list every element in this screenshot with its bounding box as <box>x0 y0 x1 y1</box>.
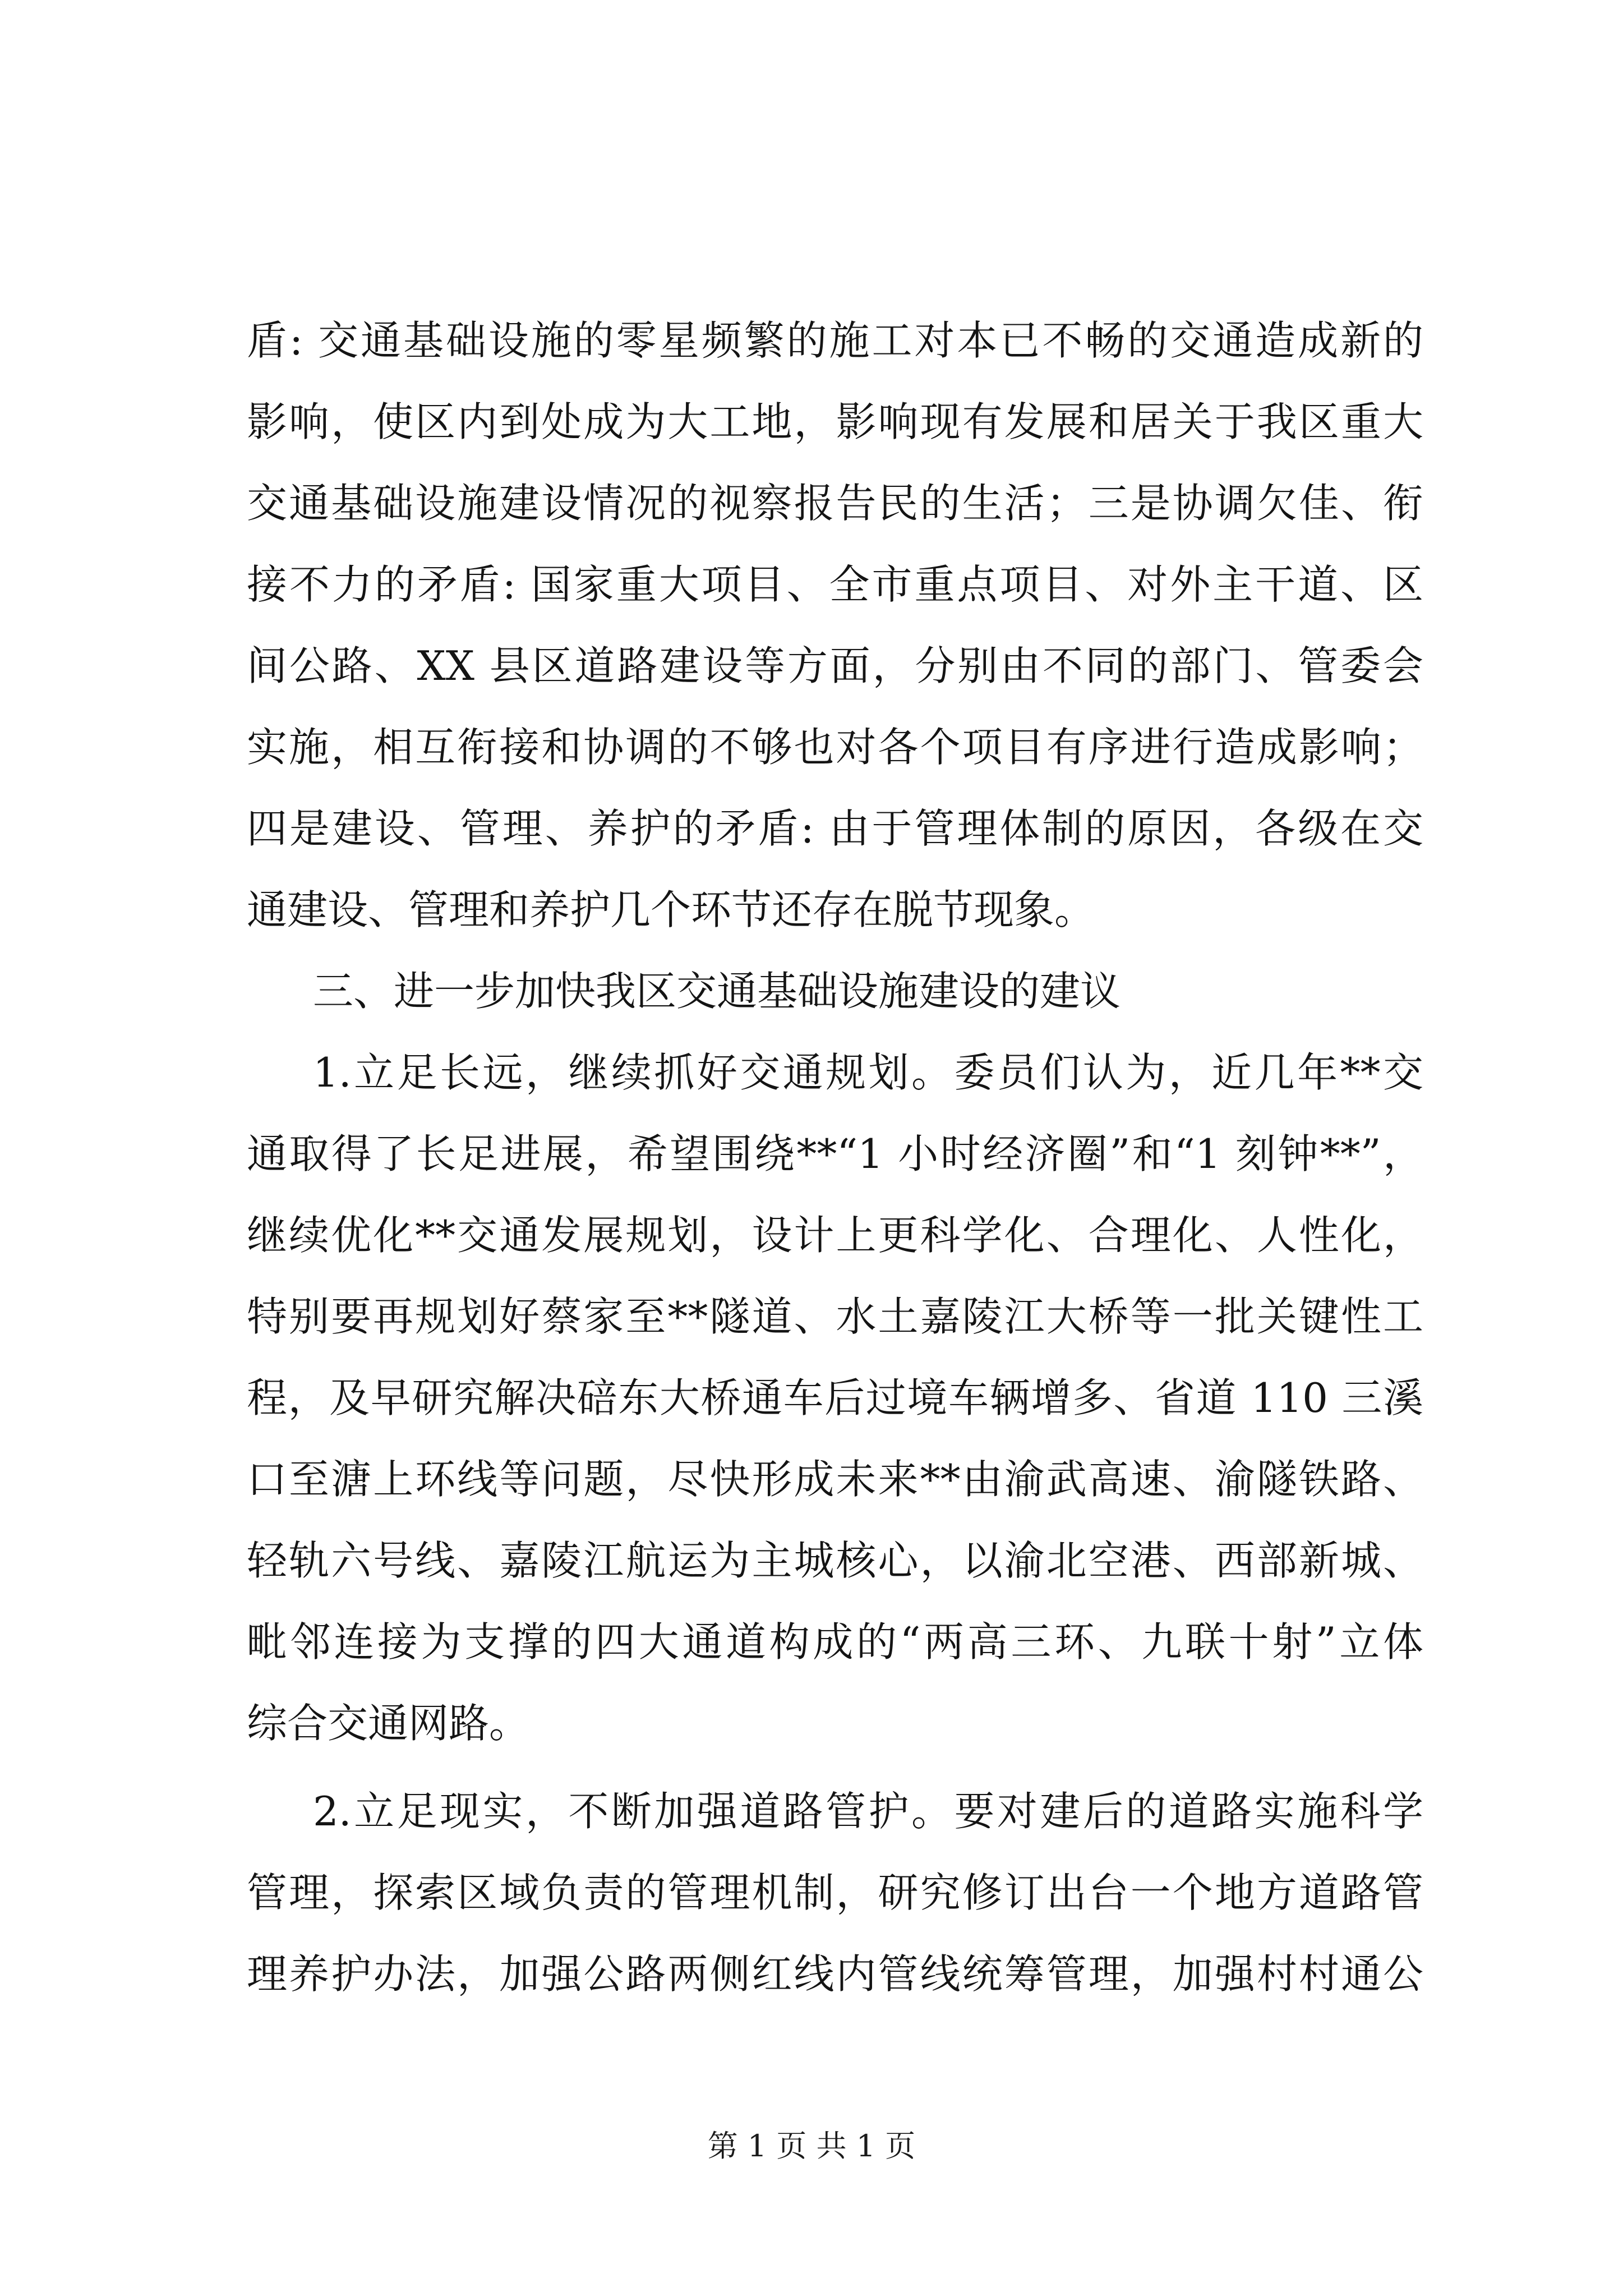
text-line: 1.立足长远，继续抓好交通规划。委员们认为，近几年**交 <box>313 1049 1423 1096</box>
text-line: 特别要再规划好蔡家至**隧道、水土嘉陵江大桥等一批关键性工 <box>247 1293 1423 1340</box>
document-body <box>247 300 1423 2015</box>
page-footer: 第 1 页 共 1 页 <box>707 2128 916 2164</box>
text-line: 理养护办法，加强公路两侧红线内管线统筹管理，加强村村通公 <box>247 1950 1423 1998</box>
text-line: 继续优化**交通发展规划，设计上更科学化、合理化、人性化， <box>247 1212 1423 1259</box>
text-line: 四是建设、管理、养护的矛盾: 由于管理体制的原因，各级在交 <box>247 805 1423 852</box>
text-line: 2.立足现实，不断加强道路管护。要对建后的道路实施科学 <box>313 1788 1423 1835</box>
text-line: 实施，相互衔接和协调的不够也对各个项目有序进行造成影响； <box>247 724 1423 771</box>
paragraph-item-1 <box>247 1032 1423 1764</box>
paragraph-contradictions <box>247 300 1423 951</box>
section-heading <box>247 951 1423 1032</box>
text-line: 口至溏上环线等问题，尽快形成未来**由渝武高速、渝隧铁路、 <box>247 1456 1423 1503</box>
text-line: 轻轨六号线、嘉陵江航运为主城核心，以渝北空港、西部新城、 <box>247 1537 1423 1584</box>
text-line: 毗邻连接为支撑的四大通道构成的“两高三环、九联十射”立体 <box>247 1618 1423 1665</box>
paragraph-item-2 <box>247 1771 1423 2015</box>
text-line: 管理，探索区域负责的管理机制，研究修订出台一个地方道路管 <box>247 1869 1423 1916</box>
text-line: 盾: 交通基础设施的零星频繁的施工对本已不畅的交通造成新的 <box>247 317 1423 364</box>
text-line: 综合交通网路。 <box>247 1700 530 1747</box>
text-line: 程，及早研究解决碚东大桥通车后过境车辆增多、省道 110 三溪 <box>247 1374 1423 1421</box>
text-line: 接不力的矛盾: 国家重大项目、全市重点项目、对外主干道、区 <box>247 561 1423 608</box>
text-line: 影响，使区内到处成为大工地，影响现有发展和居关于我区重大 <box>247 398 1423 445</box>
text-line: 通建设、管理和养护几个环节还存在脱节现象。 <box>247 886 1095 933</box>
text-line: 交通基础设施建设情况的视察报告民的生活；三是协调欠佳、衔 <box>247 480 1423 527</box>
section-heading-text: 三、进一步加快我区交通基础设施建设的建议 <box>313 968 1121 1015</box>
text-line: 通取得了长足进展，希望围绕**“1 小时经济圈”和“1 刻钟**”， <box>247 1130 1423 1177</box>
text-line: 间公路、XX 县区道路建设等方面，分别由不同的部门、管委会 <box>247 642 1423 689</box>
